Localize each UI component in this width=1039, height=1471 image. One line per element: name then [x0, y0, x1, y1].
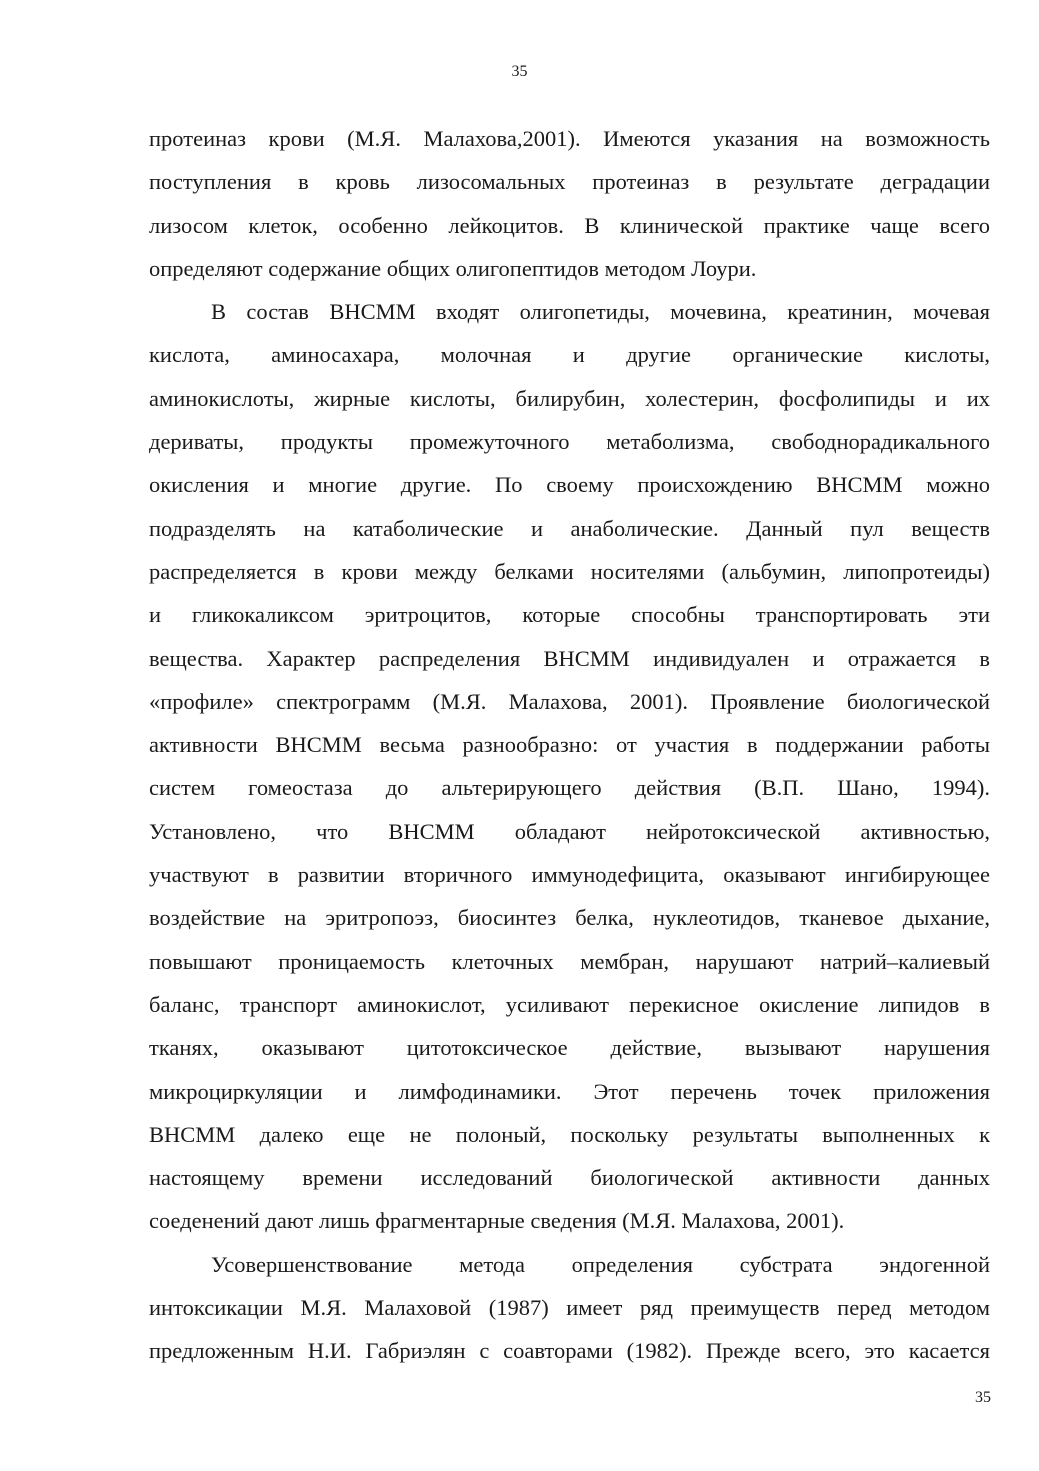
text-line: протеиназ крови (М.Я. Малахова,2001). Имеются указания на возможность — [149, 126, 990, 151]
text-line: вещества. Характер распределения ВНСММ индивидуален и отражается в — [149, 645, 990, 671]
text-line: настоящему времени исследований биологической активности данных — [149, 1165, 990, 1191]
text-line: дериваты, продукты промежуточного метаболизма, свободнорадикального — [149, 429, 990, 455]
page-number-top: 35 — [511, 63, 528, 80]
text-line: Усовершенствование метода определения субстрата эндогенной — [211, 1251, 990, 1277]
text-line: активности ВНСММ весьма разнообразно: от участия в поддержании работы — [149, 732, 990, 758]
text-line: Установлено, что ВНСММ обладают нейротоксической активностью, — [149, 818, 990, 844]
text-line: ВНСММ далеко еще не полоный, поскольку результаты выполненных к — [149, 1121, 990, 1147]
text-line: «профиле» спектрограмм (М.Я. Малахова, 2001). Проявление биологической — [149, 688, 990, 714]
text-line: участвуют в развитии вторичного иммунодефицита, оказывают ингибирующее — [149, 862, 990, 888]
text-line: тканях, оказывают цитотоксическое действие, вызывают нарушения — [149, 1035, 990, 1061]
text-line: воздействие на эритропоэз, биосинтез белка, нуклеотидов, тканевое дыхание, — [149, 905, 990, 931]
text-line: поступления в кровь лизосомальных протеиназ в результате деградации — [149, 169, 990, 195]
text-line: и гликокаликсом эритроцитов, которые способны транспортировать эти — [149, 602, 990, 628]
text-line: окисления и многие другие. По своему происхождению ВНСММ можно — [149, 472, 990, 498]
text-line: повышают проницаемость клеточных мембран, нарушают натрий–калиевый — [149, 948, 990, 974]
page-number-bottom: 35 — [975, 1389, 991, 1406]
text-line: предложенным Н.И. Габриэлян с соавторами (1982). Прежде всего, это касается — [149, 1338, 990, 1364]
text-line: подразделять на катаболические и анаболические. Данный пул веществ — [149, 515, 990, 541]
text-line: определяют содержание общих олигопептидов методом Лоури. — [149, 255, 757, 281]
text-line: микроциркуляции и лимфодинамики. Этот перечень точек приложения — [149, 1078, 990, 1104]
text-line: распределяется в крови между белками носителями (альбумин, липопротеиды) — [149, 558, 990, 584]
text-line: В состав ВНСММ входят олигопетиды, мочевина, креатинин, мочевая — [211, 299, 990, 325]
text-line: кислота, аминосахара, молочная и другие органические кислоты, — [149, 342, 990, 368]
body-text — [149, 117, 990, 1373]
text-line: соеденений дают лишь фрагментарные сведения (М.Я. Малахова, 2001). — [149, 1208, 845, 1234]
text-line: интоксикации М.Я. Малаховой (1987) имеет ряд преимуществ перед методом — [149, 1295, 990, 1321]
text-line: баланс, транспорт аминокислот, усиливают перекисное окисление липидов в — [149, 991, 990, 1017]
text-line: лизосом клеток, особенно лейкоцитов. В клинической практике чаще всего — [149, 212, 990, 238]
text-line: аминокислоты, жирные кислоты, билирубин, холестерин, фосфолипиды и их — [149, 385, 990, 411]
text-line: систем гомеостаза до альтерирующего действия (В.П. Шано, 1994). — [149, 775, 990, 801]
